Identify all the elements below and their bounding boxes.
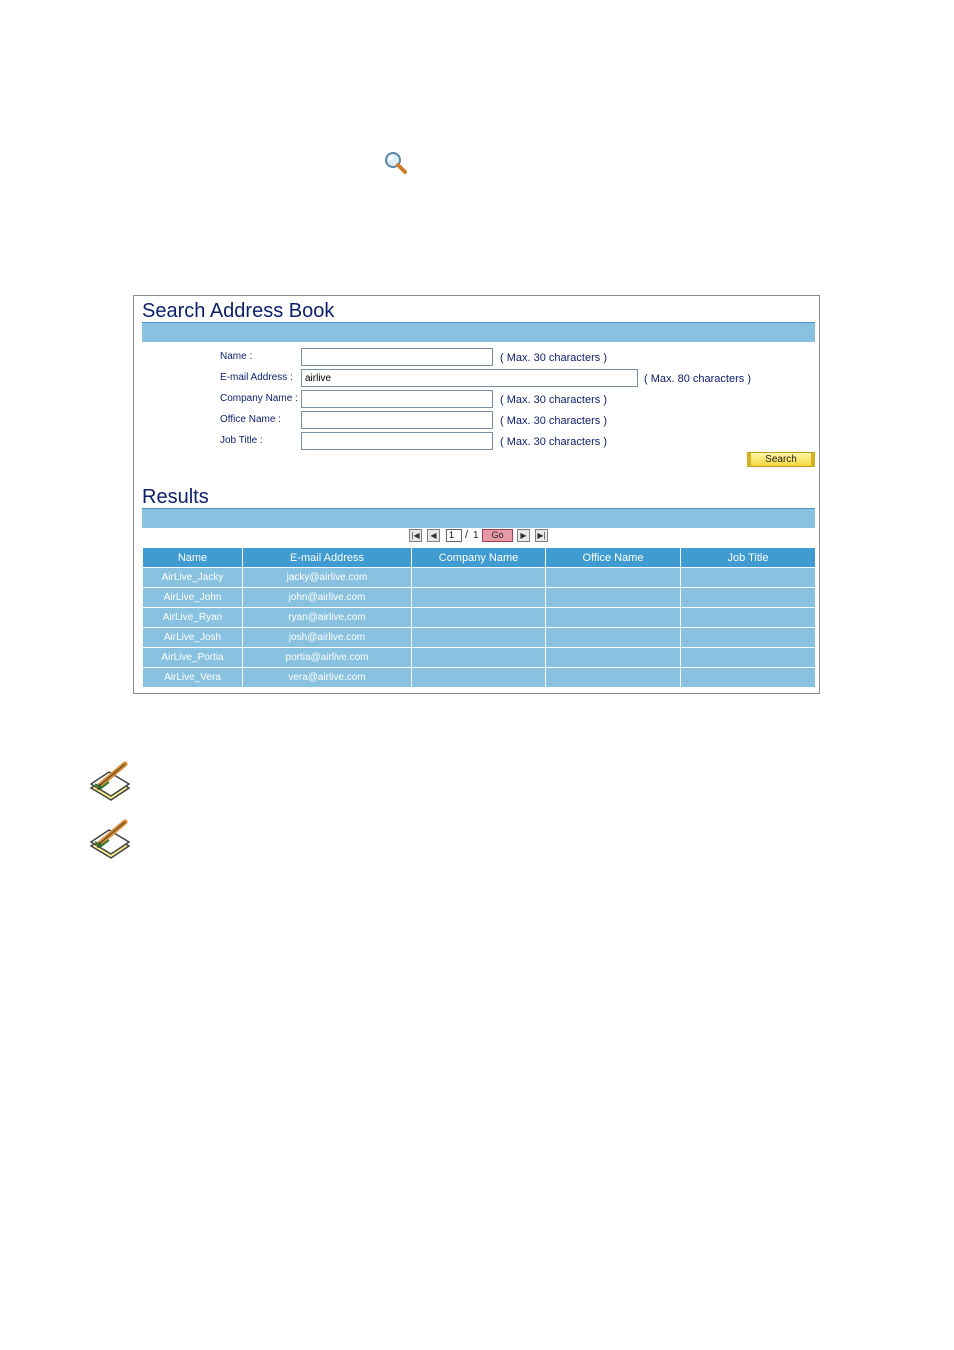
go-button[interactable]: Go <box>482 529 513 542</box>
company-label: Company Name : <box>220 393 298 404</box>
first-page-icon[interactable]: |◀ <box>409 529 422 542</box>
cell-jobtitle <box>681 628 816 648</box>
email-hint: ( Max. 80 characters ) <box>644 373 751 385</box>
search-title: Search Address Book <box>142 300 335 322</box>
cell-email: portia@airlive.com <box>243 648 412 668</box>
email-label: E-mail Address : <box>220 372 293 383</box>
table-row[interactable] <box>143 608 816 628</box>
table-row[interactable] <box>143 588 816 608</box>
cell-jobtitle <box>681 608 816 628</box>
results-header-bar <box>142 508 815 528</box>
cell-email: john@airlive.com <box>243 588 412 608</box>
name-hint: ( Max. 30 characters ) <box>500 352 607 364</box>
cell-office <box>546 668 681 688</box>
cell-company <box>412 648 546 668</box>
office-label: Office Name : <box>220 414 281 425</box>
cell-name: AirLive_Vera <box>143 668 243 688</box>
results-title: Results <box>142 486 209 508</box>
cell-office <box>546 648 681 668</box>
search-header-bar <box>142 322 815 342</box>
table-row[interactable] <box>143 628 816 648</box>
cell-jobtitle <box>681 588 816 608</box>
name-label: Name : <box>220 351 253 362</box>
column-header-jobtitle[interactable]: Job Title <box>681 548 816 568</box>
cell-email: jacky@airlive.com <box>243 568 412 588</box>
cell-jobtitle <box>681 668 816 688</box>
jobtitle-label: Job Title : <box>220 435 263 446</box>
cell-jobtitle <box>681 648 816 668</box>
cell-office <box>546 568 681 588</box>
magnifier-icon <box>383 150 409 176</box>
cell-office <box>546 628 681 648</box>
cell-name: AirLive_Jacky <box>143 568 243 588</box>
jobtitle-hint: ( Max. 30 characters ) <box>500 436 607 448</box>
page-total: 1 <box>473 530 479 541</box>
page-separator: / <box>465 529 469 541</box>
cell-office <box>546 608 681 628</box>
search-button[interactable]: Search <box>747 452 815 467</box>
column-header-company[interactable]: Company Name <box>412 548 546 568</box>
column-header-office[interactable]: Office Name <box>546 548 681 568</box>
cell-office <box>546 588 681 608</box>
cell-email: josh@airlive.com <box>243 628 412 648</box>
cell-jobtitle <box>681 568 816 588</box>
search-address-book-panel <box>133 295 820 694</box>
cell-name: AirLive_Josh <box>143 628 243 648</box>
prev-page-icon[interactable]: ◀ <box>427 529 440 542</box>
results-table <box>142 547 816 688</box>
jobtitle-input[interactable] <box>301 432 493 450</box>
page-number-input[interactable]: 1 <box>446 529 462 542</box>
office-hint: ( Max. 30 characters ) <box>500 415 607 427</box>
cell-company <box>412 588 546 608</box>
table-row[interactable] <box>143 648 816 668</box>
cell-name: AirLive_Portia <box>143 648 243 668</box>
cell-name: AirLive_Ryan <box>143 608 243 628</box>
company-hint: ( Max. 30 characters ) <box>500 394 607 406</box>
table-row[interactable] <box>143 568 816 588</box>
company-input[interactable] <box>301 390 493 408</box>
table-header-row <box>143 548 816 568</box>
cell-company <box>412 568 546 588</box>
last-page-icon[interactable]: ▶| <box>535 529 548 542</box>
table-row[interactable] <box>143 668 816 688</box>
office-input[interactable] <box>301 411 493 429</box>
cell-company <box>412 668 546 688</box>
column-header-email[interactable]: E-mail Address <box>243 548 412 568</box>
cell-company <box>412 608 546 628</box>
column-header-name[interactable]: Name <box>143 548 243 568</box>
email-input[interactable] <box>301 369 638 387</box>
cell-company <box>412 628 546 648</box>
note-pencil-icon <box>89 760 133 802</box>
cell-email: ryan@airlive.com <box>243 608 412 628</box>
cell-email: vera@airlive.com <box>243 668 412 688</box>
next-page-icon[interactable]: ▶ <box>517 529 530 542</box>
cell-name: AirLive_John <box>143 588 243 608</box>
name-input[interactable] <box>301 348 493 366</box>
note-pencil-icon <box>89 818 133 860</box>
